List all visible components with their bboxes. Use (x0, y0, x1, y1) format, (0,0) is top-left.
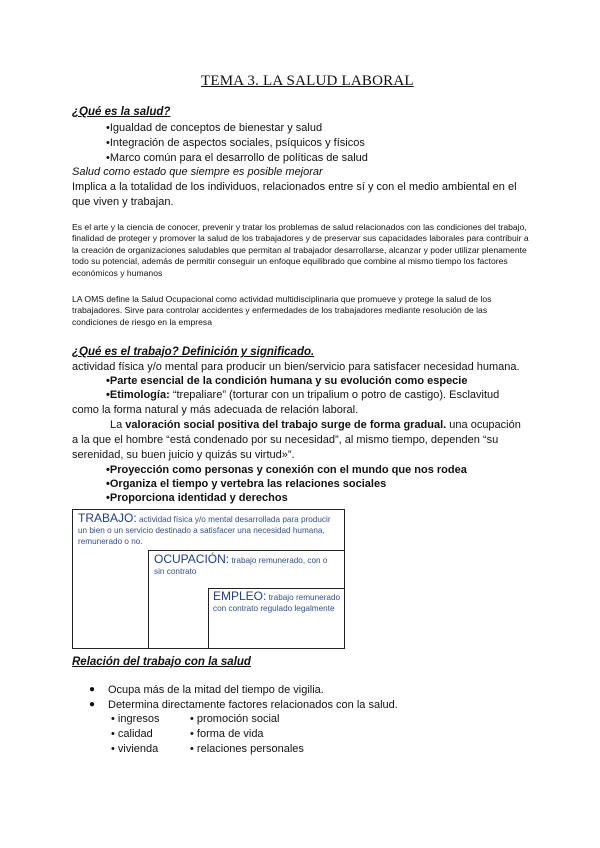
trabajo-bullet: •Parte esencial de la condición humana y su evolución como especie (106, 375, 468, 387)
diagram-trabajo-text (78, 513, 340, 547)
salud-ocupacional-definition: Es el arte y la ciencia de conocer, prevenir y tratar los problemas de salud relacionados con las condiciones del trabajo, finalidad de proteger y promover la salud de los trabajadores y de preservar sus capacidades laborales para contribuir a la creación de organizaciones saludables que permitan al trabajador desarrollarse, alcanzar y poder utilizar plenamente todo su potencial, además de permitir conseguir un enfoque equilibrado que combine al mismo tiempo los factores económicos y humanos (72, 222, 529, 278)
valoracion-pre: La (110, 419, 126, 431)
valoracion-line3: serenidad, su buen juicio y quizás su virtud»”. (72, 449, 295, 461)
salud-italic-line: Salud como estado que siempre es posible mejorar (72, 166, 323, 178)
valoracion-bold: valoración social positiva del trabajo surge de forma gradual. (125, 419, 447, 431)
salud-bullet: •Igualdad de conceptos de bienestar y salud (106, 122, 323, 134)
diagram-empleo-box (208, 588, 345, 649)
bullet-dot-icon: ● (89, 684, 96, 695)
salud-bullet: •Integración de aspectos sociales, psíquicos y físicos (106, 137, 365, 149)
factor-left: • calidad (111, 728, 153, 740)
valoracion-line1 (110, 419, 521, 431)
salud-implica-line2: que viven y trabajan. (72, 196, 174, 208)
diagram-empleo-text (213, 591, 343, 614)
diagram-trabajo-desc: actividad física y/o mental desarrollada para producir un bien o un servicio destinado a satisfacer una necesidad humana, remunerado o no. (78, 515, 331, 546)
trabajo-etimologia (106, 389, 499, 401)
oms-definition: LA OMS define la Salud Ocupacional como actividad multidisciplinaria que promueve y protege la salud de los trabajadores. Sirve para controlar accidentes y enfermedades de los trabajadores mediante resolución de las condiciones de riesgo en la empresa (72, 294, 492, 327)
relacion-item: Determina directamente factores relacionados con la salud. (108, 699, 398, 711)
relacion-heading: Relación del trabajo con la salud (72, 656, 251, 668)
factor-right: • relaciones personales (190, 743, 304, 755)
trabajo-definition: actividad física y/o mental para producir un bien/servicio para satisfacer necesidad humana. (72, 361, 520, 373)
salud-bullet: •Marco común para el desarrollo de políticas de salud (106, 152, 368, 164)
diagram-ocupacion-desc: trabajo remunerado, con o sin contrato (154, 556, 328, 576)
salud-implica-line1: Implica a la totalidad de los individuos, relacionados entre sí y con el medio ambiental en el (72, 181, 517, 193)
relacion-item: Ocupa más de la mitad del tiempo de vigilia. (108, 684, 324, 696)
salud-heading: ¿Qué es la salud? (72, 106, 171, 118)
valoracion-line2: a la que el hombre “está condenado por su necesidad”, al mismo tiempo, dependen “su (72, 434, 499, 446)
diagram-empleo-label: EMPLEO: (213, 589, 267, 603)
etimologia-label: •Etimología: (106, 389, 170, 401)
diagram-trabajo-label: TRABAJO: (78, 511, 137, 525)
diagram-ocupacion-label: OCUPACIÓN: (154, 552, 230, 566)
factor-left: • vivienda (111, 743, 159, 755)
trabajo-bullet: •Proporciona identidad y derechos (106, 492, 288, 504)
etimologia-text: “trepaliare” (torturar con un tripalium o potro de castigo). Esclavitud (169, 389, 500, 401)
etimologia-continuation: como la forma natural y más adecuada de relación laboral. (72, 404, 359, 416)
trabajo-bullet: •Organiza el tiempo y vertebra las relaciones sociales (106, 478, 387, 490)
page-title: TEMA 3. LA SALUD LABORAL (201, 73, 414, 89)
diagram-ocupacion-text (154, 554, 338, 577)
factor-right: • forma de vida (190, 728, 264, 740)
factor-left: • ingresos (111, 713, 160, 725)
factor-right: • promoción social (190, 713, 280, 725)
bullet-dot-icon: ● (89, 699, 96, 710)
trabajo-heading: ¿Qué es el trabajo? Definición y significado. (72, 346, 315, 358)
diagram-empleo-desc: trabajo remunerado con contrato regulado legalmente (213, 593, 341, 613)
valoracion-post: una ocupación (446, 419, 521, 431)
trabajo-bullet: •Proyección como personas y conexión con el mundo que nos rodea (106, 464, 467, 476)
